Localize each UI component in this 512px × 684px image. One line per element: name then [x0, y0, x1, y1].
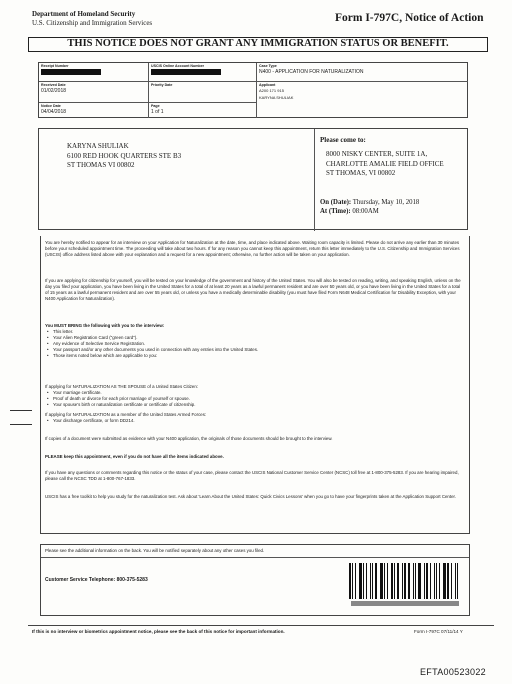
barcode-bar	[418, 563, 421, 599]
barcode-number-redaction	[351, 601, 459, 606]
barcode-bar	[455, 563, 456, 599]
form-edition: Form I-797C 07/11/14 Y	[414, 629, 463, 634]
toolkit-paragraph: USCIS has a free toolkit to help you study for the naturalization test. Ask about 'Learn About the United States: Quick Civics Lessons' when you go to have your fingerprints taken at the Application Support Center.	[45, 494, 456, 499]
online-account-redaction	[151, 69, 221, 75]
applicant-name: KARYNA SHULIAK	[259, 95, 294, 100]
list-item: • Those items noted below which are applicable to you:	[45, 353, 465, 359]
barcode-bar	[402, 563, 403, 599]
please-come-label: Please come to:	[320, 136, 366, 144]
page-footer	[28, 625, 494, 637]
time-label: At (Time):	[320, 208, 351, 215]
barcode-bar	[413, 563, 414, 599]
footer-note: If this is no interview or biometrics appointment notice, please see the back of this notice for important information.	[32, 629, 285, 634]
customer-service-phone: Customer Service Telephone: 800-375-5283	[45, 577, 148, 583]
notice-body	[40, 236, 470, 534]
barcode-bar	[451, 563, 452, 599]
priority-label: Priority Date	[151, 83, 173, 87]
list-item: • This letter.	[45, 329, 465, 335]
spouse-section	[45, 384, 465, 408]
agency-name: U.S. Citizenship and Immigration Services	[32, 18, 153, 27]
barcode-bar	[375, 563, 377, 599]
list-item: • Your spouse's birth or naturalization certificate or certificate of citizenship.	[45, 402, 465, 408]
form-title: Form I-797C, Notice of Action	[335, 12, 484, 24]
online-account-cell	[149, 63, 257, 82]
must-bring-heading: You MUST BRING the following with you to the interview:	[45, 323, 165, 328]
barcode-bar	[391, 563, 393, 599]
barcode-bar	[372, 563, 373, 599]
dept-name: Department of Homeland Security	[32, 10, 136, 18]
notice-date-cell	[39, 103, 149, 118]
case-type-label: Case Type	[259, 64, 277, 68]
military-heading: If applying for NATURALIZATION as a member of the United States Armed Forces:	[45, 412, 207, 417]
list-item: • Your Alien Registration Card ("green card").	[45, 335, 465, 341]
military-list	[45, 418, 465, 424]
notes-divider	[41, 557, 469, 558]
document-stamp: EFTA00523022	[420, 667, 486, 677]
bring-list	[45, 329, 465, 359]
receipt-cell	[39, 63, 149, 82]
back-note: Please see the additional information on the back. You will be notified separately about any other cases you filed.	[45, 548, 265, 553]
received-value: 01/02/2018	[41, 88, 67, 94]
margin-mark	[10, 410, 32, 411]
office-line3: ST THOMAS, VI 00802	[326, 169, 396, 177]
barcode-bar	[436, 563, 438, 599]
appointment-time: 08:00AM	[352, 208, 379, 215]
page-label: Page	[151, 104, 160, 108]
keep-appointment-paragraph: PLEASE keep this appointment, even if you do not have all the items indicated above.	[45, 454, 224, 459]
notice-date-value: 04/04/2018	[41, 109, 67, 115]
list-item: • Proof of death or divorce for each prior marriage of yourself or spouse.	[45, 396, 465, 402]
case-type-value: N400 - APPLICATION FOR NATURALIZATION	[259, 69, 364, 75]
testing-paragraph: If you are applying for citizenship for yourself, you will be tested on your knowledge of the government and history of the United States. You will also be tested on reading, writing, and speaking English, unless on the day you filed your application, you have been living in the United States for a total of at least 20 years as a lawful permanent resident and are over 50 years old, or you have been living in the United States for a total of 15 years as a lawful permanent resident and are over 55 years old, or unless you have a medically determinable disability (you must have filed Form N648 Medical Certification for Disability Exception, with your N400 Application for Naturalization).	[45, 278, 461, 301]
questions-paragraph: If you have any questions or comments regarding this notice or the status of your case, please contact the USCIS National Customer Service Center (NCSC) toll free at 1-800-375-5283. If you are hearing impaired, please call the NCSC TDD at 1-800-767-1833.	[45, 470, 459, 481]
barcode-bar	[397, 563, 400, 599]
status-banner: THIS NOTICE DOES NOT GRANT ANY IMMIGRATION STATUS OR BENEFIT.	[28, 37, 488, 52]
applicant-cell	[257, 82, 468, 118]
barcode-bar	[404, 563, 406, 599]
barcode-bar	[384, 563, 385, 599]
barcode-bar	[457, 563, 458, 599]
list-item: • Your marriage certificate.	[45, 390, 465, 396]
page-value: 1 of 1	[151, 109, 164, 115]
barcode-bar	[443, 563, 446, 599]
applicant-label: Applicant	[259, 83, 276, 87]
date-label: On (Date):	[320, 199, 352, 206]
recipient-address	[67, 142, 181, 171]
barcode	[349, 563, 461, 599]
notice-date-label: Notice Date	[41, 104, 61, 108]
barcode-bar	[352, 563, 353, 599]
barcode-bar	[349, 563, 351, 599]
office-address	[326, 150, 444, 179]
office-line2: CHARLOTTE AMALIE FIELD OFFICE	[326, 159, 444, 168]
military-section	[45, 412, 465, 424]
barcode-bar	[387, 563, 388, 599]
office-line1: 8000 NISKY CENTER, SUITE 1A,	[326, 150, 428, 158]
barcode-bar	[366, 563, 368, 599]
list-item: • Your discharge certificate, or form DD214.	[45, 418, 465, 424]
barcode-bar	[370, 563, 371, 599]
barcode-bar	[394, 563, 395, 599]
barcode-bar	[447, 563, 449, 599]
barcode-bar	[359, 563, 362, 599]
barcode-bar	[363, 563, 364, 599]
page-cell	[149, 103, 257, 118]
spouse-heading: If applying for NATURALIZATION AS THE SPOUSE of a United States Citizen:	[45, 384, 198, 389]
recipient-line1: 6100 RED HOOK QUARTERS STE B3	[67, 151, 182, 160]
copies-paragraph: If copies of a document were submitted as evidence with your N400 application, the originals of those documents should be brought to the interview.	[45, 436, 333, 441]
list-item: • Your passport and/or any other documents you used in connection with any entries into the United States.	[45, 347, 465, 353]
barcode-bar	[430, 563, 431, 599]
barcode-bar	[424, 563, 425, 599]
case-info-table	[38, 62, 468, 118]
notes-box	[40, 544, 470, 616]
recipient-name: KARYNA SHULIAK	[67, 142, 129, 150]
margin-mark	[10, 424, 32, 425]
receipt-label: Receipt Number	[41, 64, 69, 68]
barcode-bar	[426, 563, 428, 599]
applicant-id: A200 171 915	[259, 88, 284, 93]
received-cell	[39, 82, 149, 103]
address-panel	[38, 128, 468, 230]
barcode-bar	[434, 563, 435, 599]
barcode-bar	[415, 563, 416, 599]
recipient-line2: ST THOMAS VI 00802	[67, 161, 135, 169]
bring-section	[45, 323, 465, 358]
online-account-label: USCIS Online Account Number	[151, 64, 204, 68]
panel-divider	[314, 129, 315, 231]
interview-paragraph: You are hereby notified to appear for an interview on your Application for Naturalization at the date, time, and place indicated above. Waiting room capacity is limited. Please do not arrive any earlier than 30 minutes before your scheduled appointment time. The proceeding will take about two hours. If for any reason you cannot keep this appointment, return this letter immediately to the U.S. Citizenship and Immigration Services (USCIS) office address listed above with your explanation and a request for a new appointment; otherwise, no further action will be taken on your application.	[45, 240, 460, 257]
barcode-bar	[408, 563, 410, 599]
case-type-cell	[257, 63, 468, 82]
barcode-bar	[439, 563, 440, 599]
spouse-list	[45, 390, 465, 408]
list-item: • Any evidence of Selective Service Registration.	[45, 341, 465, 347]
barcode-bar	[380, 563, 383, 599]
agency-header	[32, 10, 152, 27]
receipt-redaction	[41, 69, 101, 75]
appointment-date: Thursday, May 10, 2018	[352, 199, 420, 206]
received-label: Received Date	[41, 83, 66, 87]
appointment-details	[320, 198, 419, 216]
priority-cell	[149, 82, 257, 103]
barcode-bar	[355, 563, 356, 599]
